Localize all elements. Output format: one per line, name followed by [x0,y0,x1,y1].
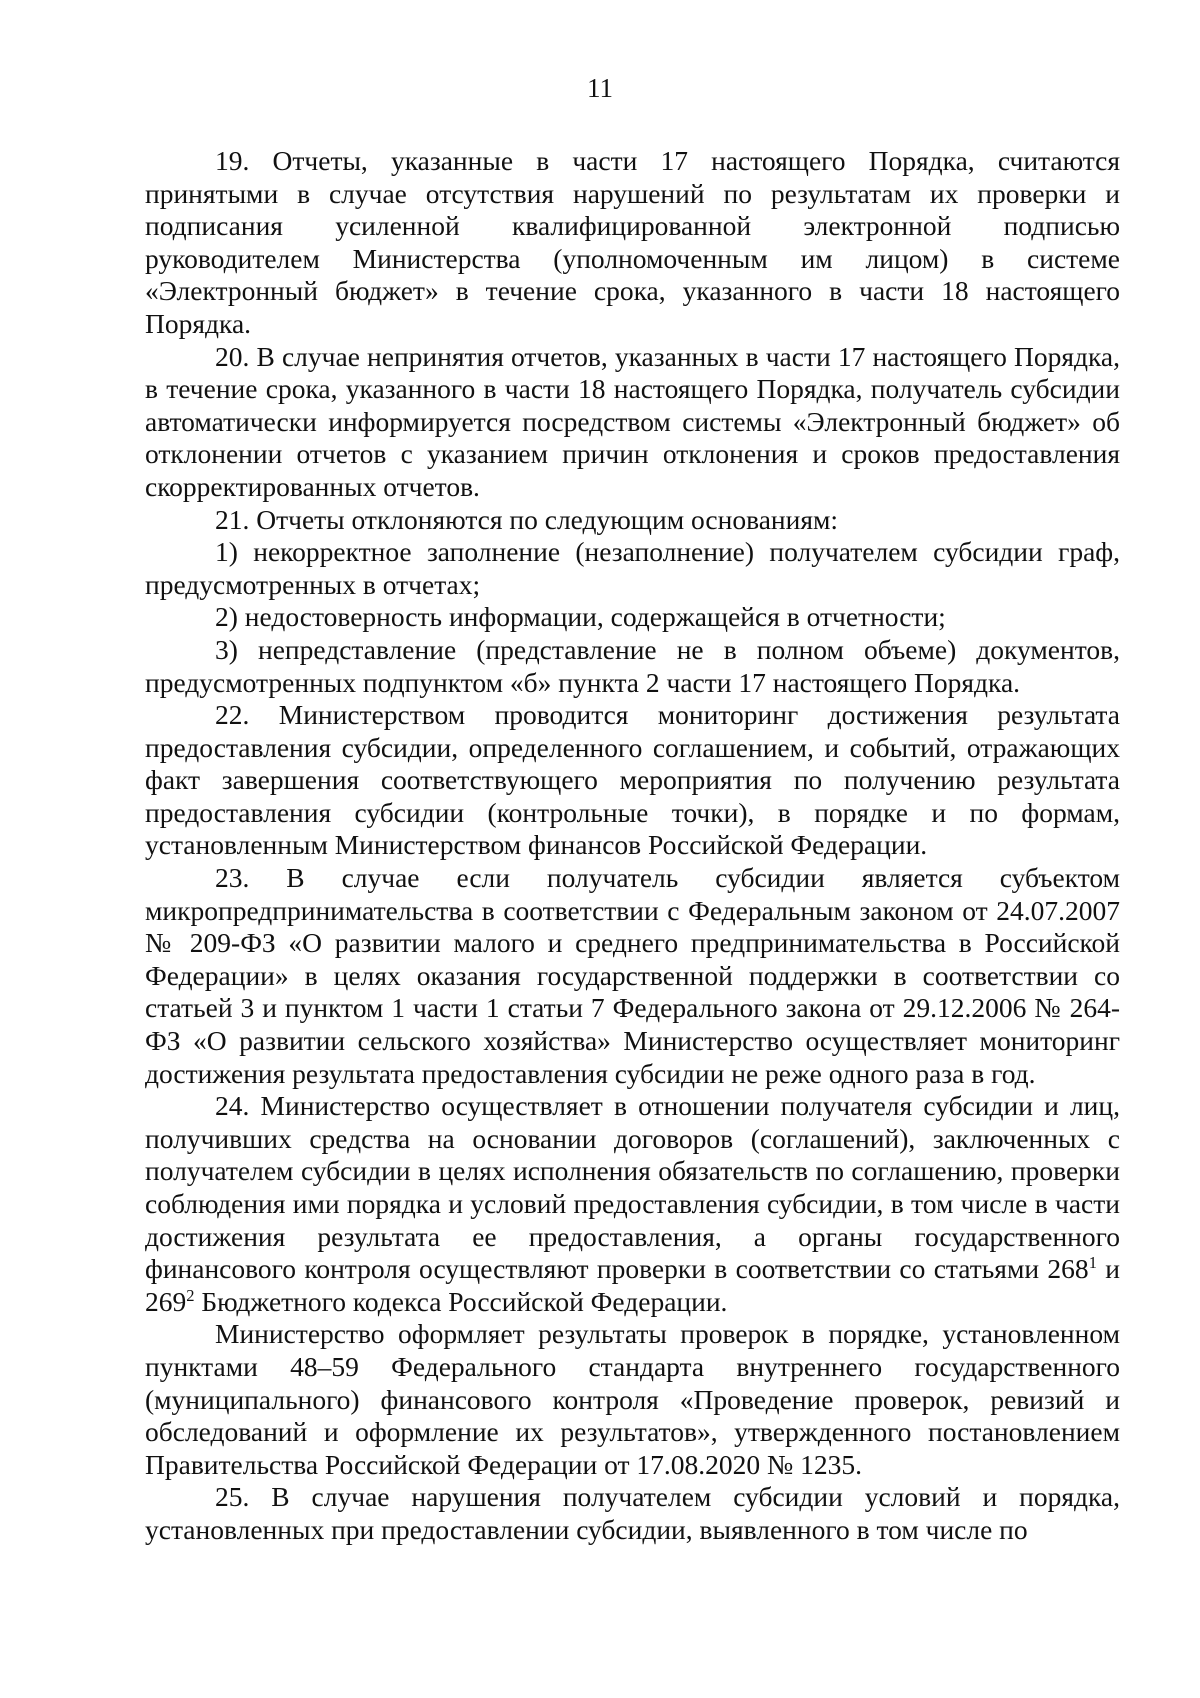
paragraph-24 [145,1090,1120,1318]
paragraph-24-text-1: 24. Министерство осуществляет в отношении получателя субсидии и лиц, получивших средства на основании договоров (соглашений), заключенных с получателем субсидии в целях исполнения обязательств по соглашению, проверки соблюдения ими порядка и условий предоставления субсидии, в том числе в части достижения результата ее предоставления, а органы государственного финансового контроля осуществляют проверки в соответствии со статьями 268 [145,1090,1120,1285]
paragraph-25: 25. В случае нарушения получателем субсидии условий и порядка, установленных при предоставлении субсидии, выявленного в том числе по [145,1481,1120,1545]
paragraph-21-item-2: 2) недостоверность информации, содержащейся в отчетности; [215,601,946,633]
paragraph-23: 23. В случае если получатель субсидии является субъектом микропредпринимательства в соответствии с Федеральным законом от 24.07.2007 № 209-ФЗ «О развитии малого и среднего предпринимательства в Российской Федерации» в целях оказания государственной поддержки в соответствии со статьей 3 и пунктом 1 части 1 статьи 7 Федерального закона от 29.12.2006 № 264-ФЗ «О развитии сельского хозяйства» Министерство осуществляет мониторинг достижения результата предоставления субсидии не реже одного раза в год. [145,862,1120,1089]
paragraph-24-continuation: Министерство оформляет результаты проверок в порядке, установленном пунктами 48–59 Федерального стандарта внутреннего государственного (муниципального) финансового контроля «Проведение проверок, ревизий и обследований и оформление их результатов», утвержденного постановлением Правительства Российской Федерации от 17.08.2020 № 1235. [145,1318,1120,1480]
paragraph-21: 21. Отчеты отклоняются по следующим основаниям: [215,503,839,535]
paragraph-24-text-3: Бюджетного кодекса Российской Федерации. [194,1285,728,1317]
paragraph-19: 19. Отчеты, указанные в части 17 настоящего Порядка, считаются принятыми в случае отсутствия нарушений по результатам их проверки и подписания усиленной квалифицированной электронной подписью руководителем Министерства (уполномоченным им лицом) в системе «Электронный бюджет» в течение срока, указанного в части 18 настоящего Порядка. [145,145,1120,339]
paragraph-20: 20. В случае непринятия отчетов, указанных в части 17 настоящего Порядка, в течение срока, указанного в части 18 настоящего Порядка, получатель субсидии автоматически информируется посредством системы «Электронный бюджет» об отклонении отчетов с указанием причин отклонения и сроков предоставления скорректированных отчетов. [145,340,1120,502]
superscript-2: 2 [186,1285,195,1305]
paragraph-21-item-1: 1) некорректное заполнение (незаполнение) получателем субсидии граф, предусмотренных в отчетах; [145,536,1120,600]
page-number: 11 [587,73,613,103]
superscript-1: 1 [1088,1253,1097,1273]
paragraph-21-item-3: 3) непредставление (представление не в полном объеме) документов, предусмотренных подпунктом «б» пункта 2 части 17 настоящего Порядка. [145,633,1120,698]
paragraph-24-text-2: и 269 [145,1253,1121,1317]
document-body [145,145,1120,1547]
paragraph-22: 22. Министерством проводится мониторинг достижения результата предоставления субсидии, определенного соглашением, и событий, отражающих факт завершения соответствующего мероприятия по получению результата предоставления субсидии (контрольные точки), в порядке и по формам, установленным Министерством финансов Российской Федерации. [145,699,1120,861]
